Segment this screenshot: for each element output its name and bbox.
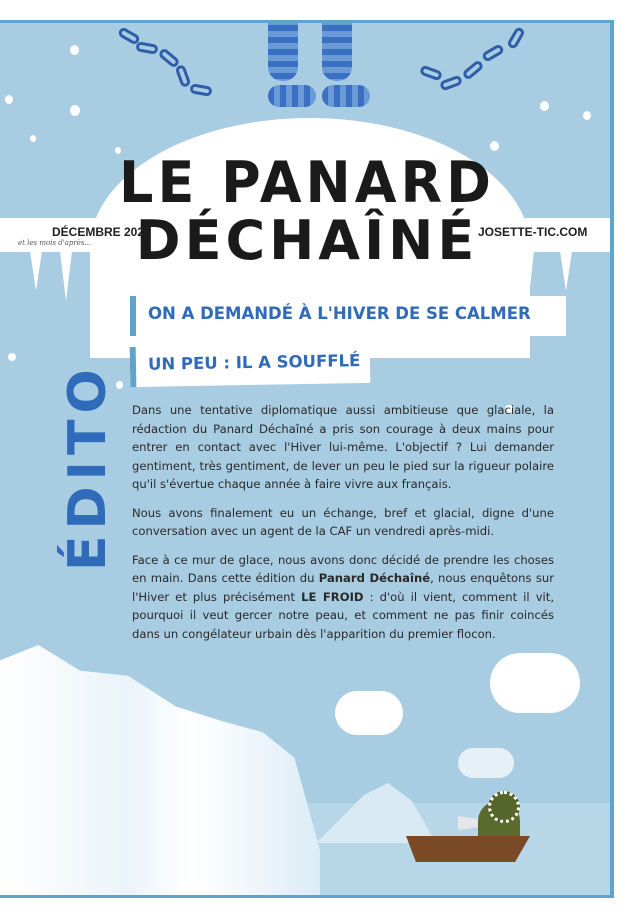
section-label: ÉDITO xyxy=(58,363,118,571)
foot-left-icon xyxy=(268,85,316,107)
glacier-wall xyxy=(0,645,320,898)
masthead-title-line2: DÉCHAÎNÉ xyxy=(135,209,479,272)
cloud xyxy=(335,691,403,735)
chain-icon xyxy=(439,75,463,92)
snowflake xyxy=(5,95,13,104)
chain-icon xyxy=(175,64,192,88)
foot-right-icon xyxy=(322,85,370,107)
paragraph-1: Dans une tentative diplomatique aussi ambitieuse que glaciale, la rédaction du Panard Déchaîné a pris son courage à deux mains pour entrer en contact avec l'Hiver lui-même. L'objectif ? Lui demander gentiment, très gentiment, de lever un peu le pied sur la rigueur polaire qu'il s'évertue chaque année à faire vivre aux français. xyxy=(132,403,554,491)
chain-icon xyxy=(135,41,158,55)
headline-line1: ON A DEMANDÉ À L'HIVER DE SE CALMER xyxy=(130,296,566,336)
paragraph-3-bold: Panard Déchaîné xyxy=(318,571,431,585)
chain-icon xyxy=(419,65,443,82)
cloud xyxy=(458,748,514,778)
boat xyxy=(406,836,530,862)
chain-icon xyxy=(461,59,484,81)
snowflake xyxy=(70,45,79,55)
cloud xyxy=(490,653,580,713)
chain-icon xyxy=(189,83,212,97)
paragraph-3-text: , nous enquêtons sur l'Hiver et plus précisément xyxy=(132,571,555,604)
chain-icon xyxy=(506,26,526,50)
sock-right-icon xyxy=(322,20,352,81)
tagline: et les mois d'après... xyxy=(18,239,92,247)
article-body xyxy=(132,401,554,653)
paragraph-3-text: : d'où il vient, comment il vit, pourquoi il veut gercer notre peau, et comment ne pas finir coincés dans un congélateur urbain dès l'apparition du premier flocon. xyxy=(132,589,555,641)
snowflake xyxy=(8,353,16,361)
chain-icon xyxy=(481,43,505,63)
snowflake xyxy=(70,105,80,116)
headline-line2: UN PEU : IL A SOUFFLÉ xyxy=(130,343,371,387)
paragraph-3-bold: LE FROID xyxy=(301,589,364,604)
sock-left-icon xyxy=(268,20,298,81)
snowflake xyxy=(30,135,36,142)
paragraph-2: Nous avons finalement eu un échange, bref et glacial, digne d'une conversation avec un agent de la CAF un vendredi après-midi. xyxy=(132,505,554,538)
newsletter-page xyxy=(0,20,614,898)
website-link[interactable]: JOSETTE-TIC.COM xyxy=(478,225,588,239)
paragraph-3-text: Face à ce mur de glace, nous avons donc décidé de prendre les choses en main. Dans cette édition du xyxy=(132,552,554,585)
issue-date: DÉCEMBRE 2025 xyxy=(52,225,151,239)
parka-hood xyxy=(488,791,520,823)
masthead-title-line1: LE PANARD xyxy=(119,149,495,216)
snowflake xyxy=(540,101,549,111)
snowflake xyxy=(583,111,591,120)
paragraph-3 xyxy=(132,551,554,644)
